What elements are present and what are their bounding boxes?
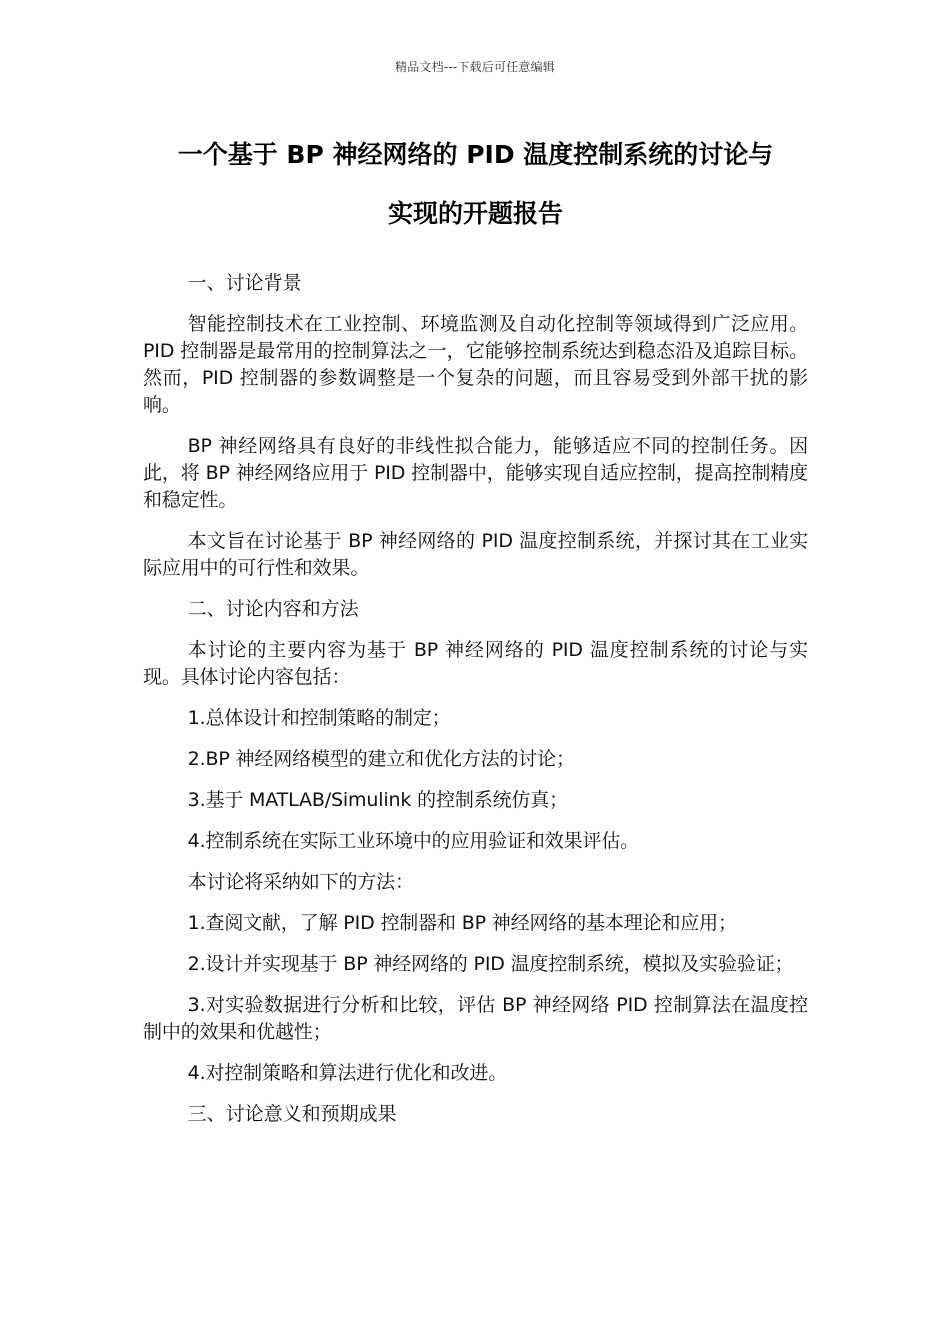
document-title-line-2: 实现的开题报告 xyxy=(387,199,563,228)
paragraph: 本文旨在讨论基于 BP 神经网络的 PID 温度控制系统，并探讨其在工业实际应用中的可行性和效果。 xyxy=(143,530,808,579)
method-list-item: 2.设计并实现基于 BP 神经网络的 PID 温度控制系统，模拟及实验验证； xyxy=(187,953,794,975)
method-list-item: 1.查阅文献，了解 PID 控制器和 BP 神经网络的基本理论和应用； xyxy=(187,912,737,934)
method-list-item: 3.对实验数据进行分析和比较，评估 BP 神经网络 PID 控制算法在温度控制中的效果和优越性； xyxy=(143,994,808,1043)
section-heading-background: 一、讨论背景 xyxy=(187,272,302,294)
content-list-item: 1.总体设计和控制策略的制定； xyxy=(187,707,451,729)
section-heading-significance: 三、讨论意义和预期成果 xyxy=(187,1103,397,1125)
document-body xyxy=(143,270,808,1142)
content-list-item: 4.控制系统在实际工业环境中的应用验证和效果评估。 xyxy=(187,830,640,852)
paragraph: BP 神经网络具有良好的非线性拟合能力，能够适应不同的控制任务。因此，将 BP 神经网络应用于 PID 控制器中，能够实现自适应控制，提高控制精度和稳定性。 xyxy=(143,435,808,511)
header-note: 精品文档---下载后可任意编辑 xyxy=(395,60,555,74)
paragraph: 智能控制技术在工业控制、环境监测及自动化控制等领域得到广泛应用。PID 控制器是最常用的控制算法之一，它能够控制系统达到稳态沿及追踪目标。然而，PID 控制器的参数调整是一个复杂的问题，而且容易受到外部干扰的影响。 xyxy=(143,313,808,416)
method-list-item: 4.对控制策略和算法进行优化和改进。 xyxy=(187,1062,508,1084)
content-list-item: 3.基于 MATLAB/Simulink 的控制系统仿真； xyxy=(187,789,568,811)
content-list-item: 2.BP 神经网络模型的建立和优化方法的讨论； xyxy=(187,748,575,770)
section-heading-content-method: 二、讨论内容和方法 xyxy=(187,598,359,620)
paragraph: 本讨论的主要内容为基于 BP 神经网络的 PID 温度控制系统的讨论与实现。具体讨论内容包括： xyxy=(143,639,808,688)
paragraph: 本讨论将采纳如下的方法： xyxy=(187,871,414,893)
document-title-line-1: 一个基于 BP 神经网络的 PID 温度控制系统的讨论与 xyxy=(177,140,774,169)
